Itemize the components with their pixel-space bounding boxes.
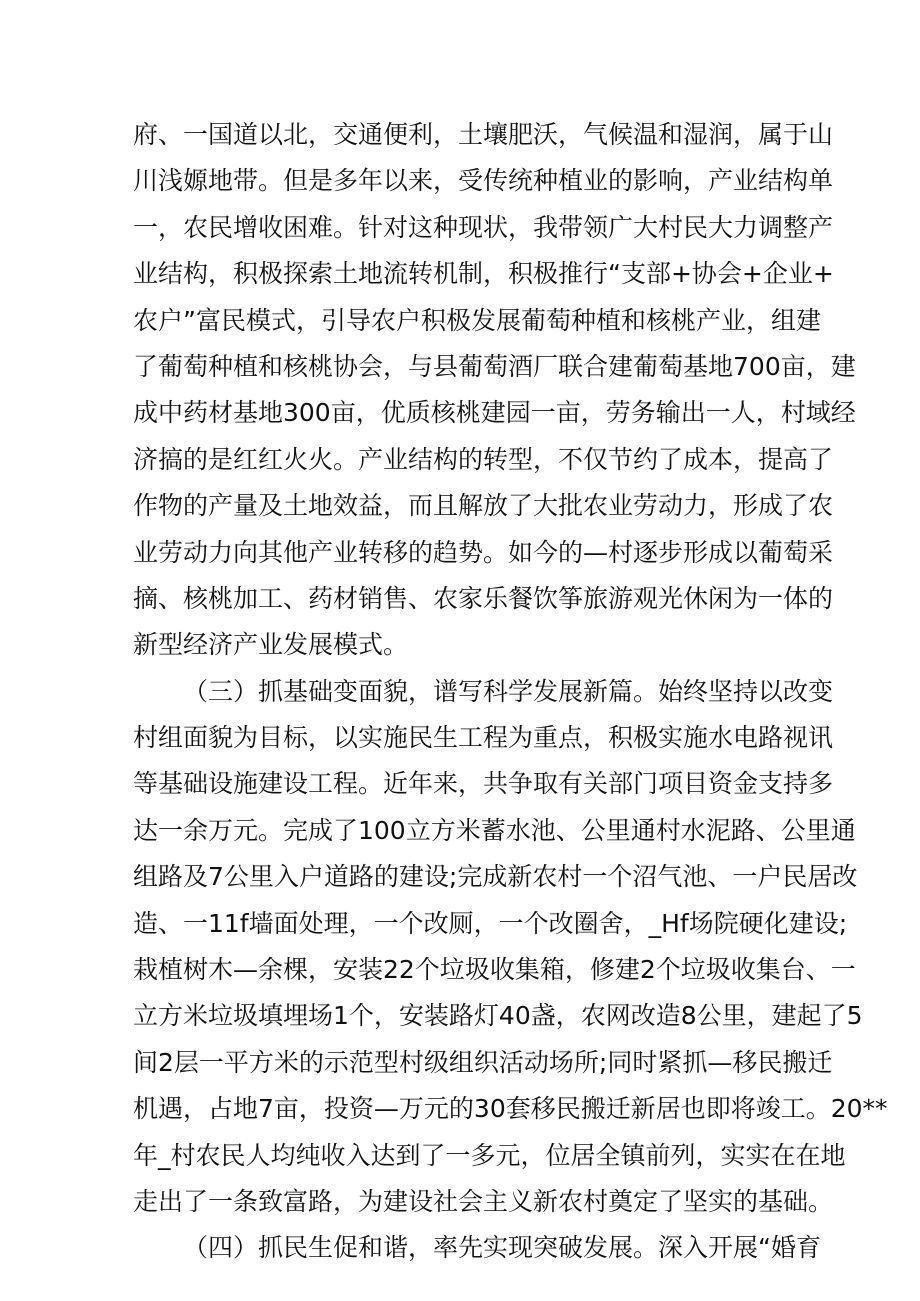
text-line: 新型经济产业发展模式。 — [133, 630, 409, 660]
text-line: 川浅嫄地带。但是多年以来，受传统种植业的影响，产业结构单 — [133, 166, 834, 196]
text-line: 业劳动力向其他产业转移的趋势。如今的—村逐步形成以葡萄采 — [133, 537, 834, 567]
text-line: 走出了一条致富路，为建设社会主义新农村奠定了坚实的基础。 — [133, 1186, 834, 1216]
text-line: 造、一11f墙面处理，一个改厕，一个改圈舍，_Hf场院硬化建设; — [133, 908, 848, 938]
text-line: 间2层一平方米的示范型村级组织活动场所;同时紧抓—移民搬迁 — [133, 1047, 833, 1077]
text-line: 业结构，积极探索土地流转机制，积极推行“支部+协会+企业+ — [133, 259, 834, 289]
text-line: 年_村农民人均纯收入达到了一多元，位居全镇前列，实实在在地 — [133, 1140, 846, 1170]
text-line: 达一余万元。完成了100立方米蓄水池、公里通村水泥路、公里通 — [133, 815, 856, 845]
text-line: 摘、核桃加工、药材销售、农家乐餐饮筝旅游观光休闲为一体的 — [133, 583, 834, 613]
text-line: 作物的产量及土地效益，而且解放了大批农业劳动力，形成了农 — [133, 491, 834, 521]
section-heading-line: （四）抓民生促和谐，率先实现突破发展。深入开展“婚育 — [183, 1233, 821, 1263]
text-line: 村组面貌为目标，以实施民生工程为重点，积极实施水电路视讯 — [133, 723, 834, 753]
text-line: 济搞的是红红火火。产业结构的转型，不仅节约了成本，提高了 — [133, 444, 834, 474]
text-line: 成中药材基地300亩，优质核桃建园一亩，劳务输出一人，村域经 — [133, 398, 856, 428]
text-line: 府、一国道以北，交通便利，土壤肥沃，气候温和湿润，属于山 — [133, 120, 834, 149]
text-line: 组路及7公里入户道路的建设;完成新农村一个沼气池、一户民居改 — [133, 862, 858, 892]
body-text — [133, 112, 888, 1272]
text-line: 立方米垃圾填埋场1个，安装路灯40盏，农网改造8公里，建起了5 — [133, 1001, 863, 1031]
text-line: 一，农民增收困难。针对这种现状，我带领广大村民大力调整产 — [133, 212, 834, 242]
text-line: 农户”富民模式，引导农户积极发展葡萄种植和核桃产业，组建 — [133, 305, 821, 335]
section-heading-line: （三）抓基础变面貌，谱写科学发展新篇。始终坚持以改变 — [183, 676, 834, 706]
text-line: 了葡萄种植和核桃协会，与县葡萄酒厂联合建葡萄基地700亩，建 — [133, 351, 856, 381]
text-line: 等基础设施建设工程。近年来，共争取有关部门项目资金支持多 — [133, 769, 834, 799]
text-line: 机遇，占地7亩，投资—万元的30套移民搬迁新居也即将竣工。20** — [133, 1094, 888, 1124]
text-line: 栽植树木—余棵，安装22个垃圾收集箱，修建2个垃圾收集台、一 — [133, 955, 856, 985]
